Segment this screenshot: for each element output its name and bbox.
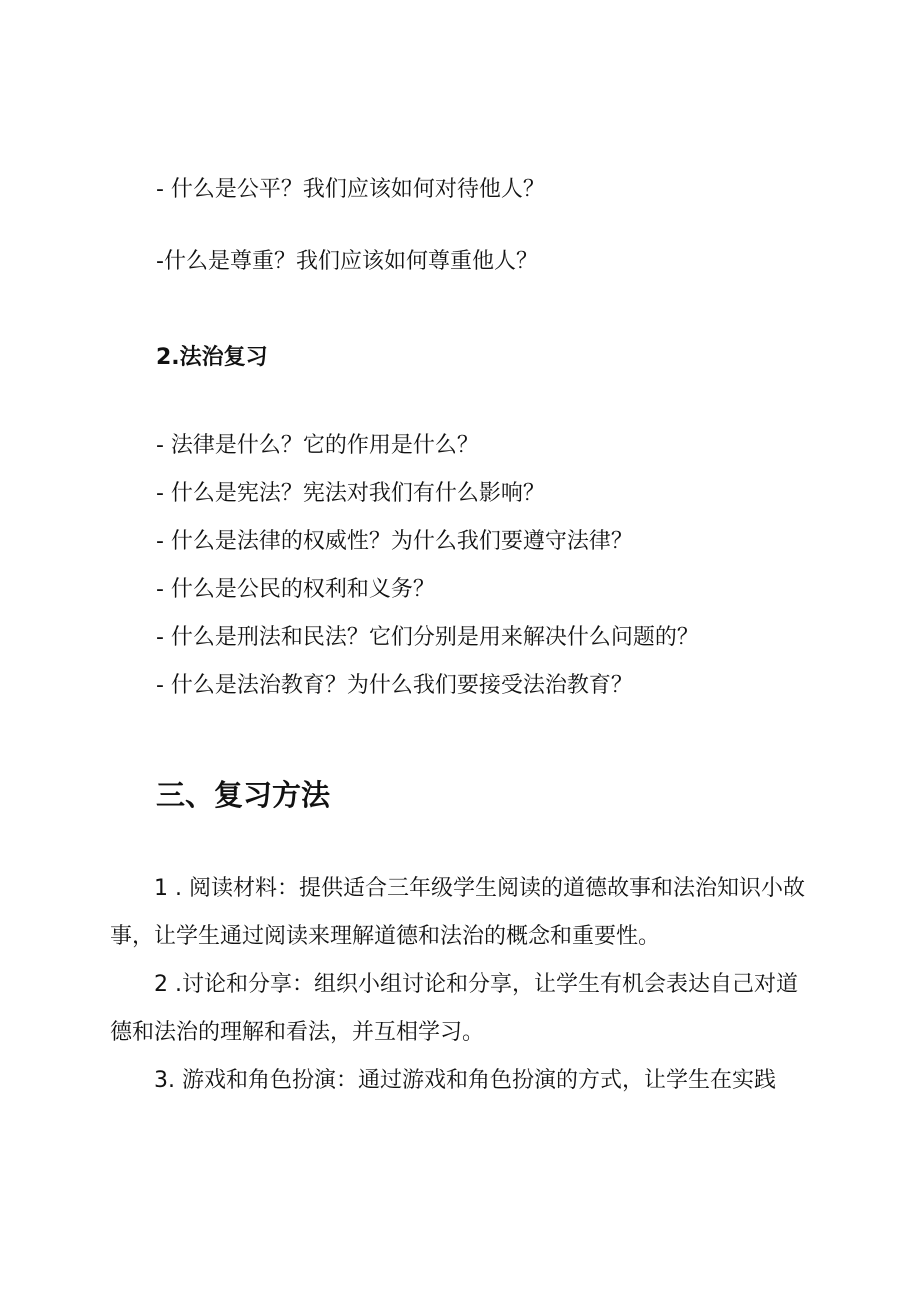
law-question-5: - 什么是刑法和民法？它们分别是用来解决什么问题的？ [156,625,699,650]
section-rule-of-law-title: 2.法治复习 [156,345,268,370]
law-question-1: - 法律是什么？它的作用是什么？ [156,433,479,458]
method-item-3: 3. 游戏和角色扮演：通过游戏和角色扮演的方式，让学生在实践 [154,1068,776,1093]
question-fairness: - 什么是公平？我们应该如何对待他人？ [156,177,545,202]
law-question-3: - 什么是法律的权威性？为什么我们要遵守法律？ [156,529,633,554]
law-question-2: - 什么是宪法？宪法对我们有什么影响？ [156,481,545,506]
question-respect: -什么是尊重？我们应该如何尊重他人？ [156,249,538,274]
law-question-6: - 什么是法治教育？为什么我们要接受法治教育？ [156,673,633,698]
law-question-4: - 什么是公民的权利和义务？ [156,577,435,602]
section-methods-title: 三、复习方法 [156,778,331,812]
method-item-1: 1 . 阅读材料：提供适合三年级学生阅读的道德故事和法治知识小故事，让学生通过阅读来理解道德和法治的概念和重要性。 [110,876,805,949]
method-item-2: 2 .讨论和分享：组织小组讨论和分享，让学生有机会表达自己对道德和法治的理解和看法，并互相学习。 [110,972,798,1045]
